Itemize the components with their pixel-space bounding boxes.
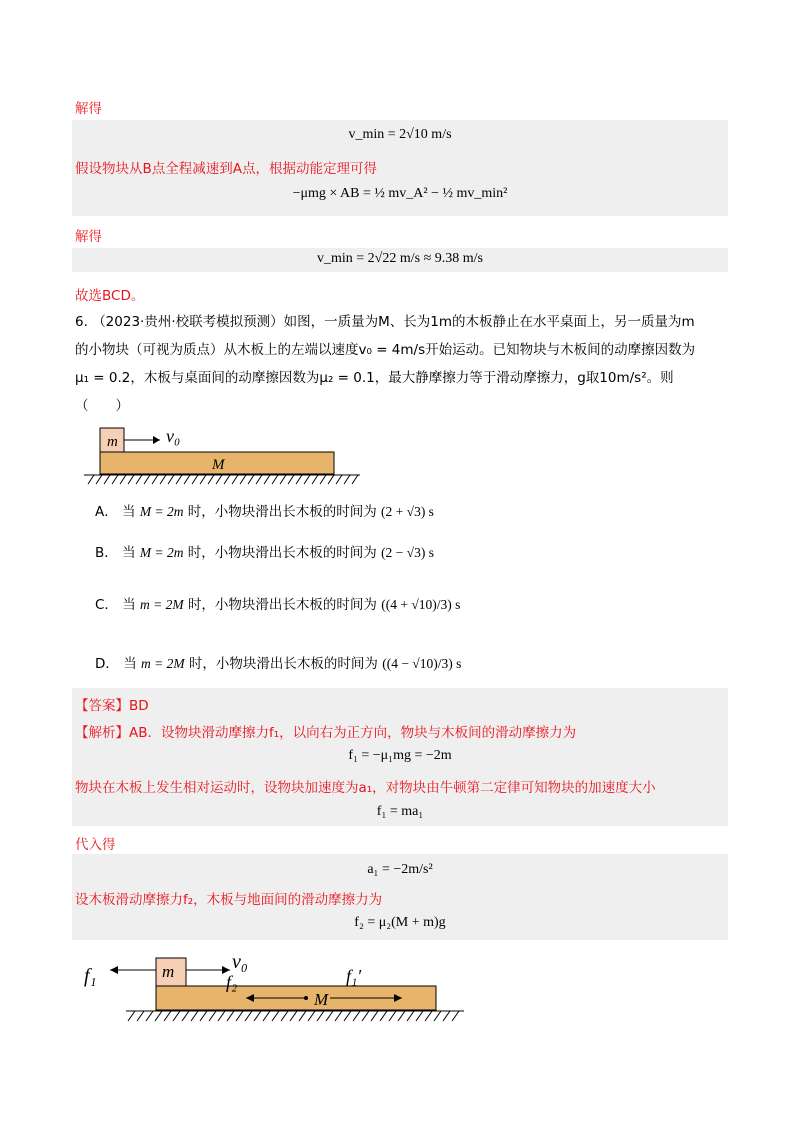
option-a-mid: 时，小物块滑出长木板的时间为 xyxy=(187,504,377,520)
option-d-cond: m = 2M xyxy=(141,656,185,671)
option-c-cond: m = 2M xyxy=(140,597,184,612)
figure2-velocity-label: v₀ xyxy=(232,951,248,973)
option-b-cond: M = 2m xyxy=(139,545,184,560)
question-line-2: 的小物块（可视为质点）从木板上的左端以速度v₀ = 4m/s开始运动。已知物块与木板间的动摩擦因数为 xyxy=(75,342,696,358)
figure1-board-label: M xyxy=(212,457,225,473)
figure1-velocity-label: v₀ xyxy=(166,426,181,446)
figure2-block-label: m xyxy=(162,962,175,981)
option-a-cond: M = 2m xyxy=(139,504,184,519)
option-b-mid: 时，小物块滑出长木板的时间为 xyxy=(187,545,377,561)
figure2-hatching xyxy=(128,1011,459,1021)
equation-vmin1 xyxy=(72,127,728,143)
figure1-arrowhead-icon xyxy=(153,436,160,444)
figure-2-force-diagram xyxy=(80,948,480,1028)
analysis-eq-4-text: f₂ = μ₂(M + m)g xyxy=(354,915,446,930)
option-a[interactable] xyxy=(95,500,434,520)
figure2-f1-label: f₁ xyxy=(84,965,97,987)
analysis-line-2: 物块在木板上发生相对运动时，设物块加速度为a₁，对物块由牛顿第二定律可知物块的加速度大小 xyxy=(75,780,656,796)
question-number: 6. xyxy=(75,314,88,330)
conclusion-text: 故选BCD。 xyxy=(75,288,145,304)
question-line-3: μ₁ = 0.2，木板与桌面间的动摩擦因数为μ₂ = 0.1，最大静摩擦力等于滑动摩擦力，g取10m/s²。则 xyxy=(75,370,674,386)
figure2-board-label: M xyxy=(314,990,329,1009)
analysis-eq-1 xyxy=(72,748,728,764)
answer-value: BD xyxy=(129,698,149,714)
question-line-1 xyxy=(75,310,695,330)
analysis-tag: 【解析】 xyxy=(75,725,129,741)
option-a-letter: A． xyxy=(95,504,118,520)
analysis-eq-3-text: a₁ = −2m/s² xyxy=(367,862,433,877)
figure2-f1p-label: f₁′ xyxy=(346,966,362,986)
figure2-center-dot-icon xyxy=(304,996,308,1000)
analysis-line-3: 代入得 xyxy=(75,837,116,853)
option-d-mid: 时，小物块滑出长木板的时间为 xyxy=(188,656,378,672)
equation-energy-text: −μmg × AB = ½ mv_A² − ½ mv_min² xyxy=(292,186,508,201)
option-a-pre: 当 xyxy=(122,504,136,520)
option-c-mid: 时，小物块滑出长木板的时间为 xyxy=(187,597,377,613)
analysis-text-1: AB．设物块滑动摩擦力f₁，以向右为正方向，物块与木板间的滑动摩擦力为 xyxy=(129,725,577,741)
option-d-ans: ((4 − √10)/3) s xyxy=(382,656,462,671)
analysis-eq-2-text: f₁ = ma₁ xyxy=(376,804,424,819)
analysis-eq-4 xyxy=(72,915,728,931)
option-c[interactable] xyxy=(95,593,460,613)
analysis-eq-2 xyxy=(72,804,728,820)
option-b-letter: B． xyxy=(95,545,118,561)
option-b-ans: (2 − √3) s xyxy=(381,545,434,560)
answer-line xyxy=(75,694,149,714)
question-source: （2023·贵州·校联考模拟预测） xyxy=(92,314,284,330)
question-text-1: 如图，一质量为M、长为1m的木板静止在水平桌面上，另一质量为m xyxy=(283,314,695,330)
figure1-block-label: m xyxy=(107,434,118,450)
figure-1-block-on-board xyxy=(80,420,380,488)
analysis-eq-1-text: f₁ = −μ₁mg = −2m xyxy=(348,748,452,763)
option-c-ans: ((4 + √10)/3) s xyxy=(381,597,461,612)
option-b[interactable] xyxy=(95,541,434,561)
option-b-pre: 当 xyxy=(122,545,136,561)
option-c-pre: 当 xyxy=(122,597,136,613)
jiede-label-2: 解得 xyxy=(75,229,102,245)
jiede-label-1: 解得 xyxy=(75,101,102,117)
analysis-eq-3 xyxy=(72,862,728,878)
assume-text: 假设物块从B点全程减速到A点，根据动能定理可得 xyxy=(75,161,377,177)
equation-vmin2-text: v_min = 2√22 m/s ≈ 9.38 m/s xyxy=(317,251,483,266)
figure1-hatching xyxy=(88,475,358,484)
equation-energy xyxy=(72,186,728,202)
option-a-ans: (2 + √3) s xyxy=(381,504,434,519)
analysis-line-1 xyxy=(75,721,576,741)
equation-vmin1-text: v_min = 2√10 m/s xyxy=(348,127,452,142)
option-d[interactable] xyxy=(95,652,461,672)
option-d-pre: 当 xyxy=(123,656,137,672)
equation-vmin2 xyxy=(72,251,728,267)
option-d-letter: D． xyxy=(95,656,119,672)
option-c-letter: C． xyxy=(95,597,118,613)
analysis-line-4: 设木板滑动摩擦力f₂，木板与地面间的滑动摩擦力为 xyxy=(75,892,383,908)
figure2-f1-arrowhead-icon xyxy=(110,966,118,974)
question-paren: （ ） xyxy=(75,398,129,414)
answer-tag: 【答案】 xyxy=(75,698,129,714)
figure2-f2-label: f₂ xyxy=(226,972,238,992)
